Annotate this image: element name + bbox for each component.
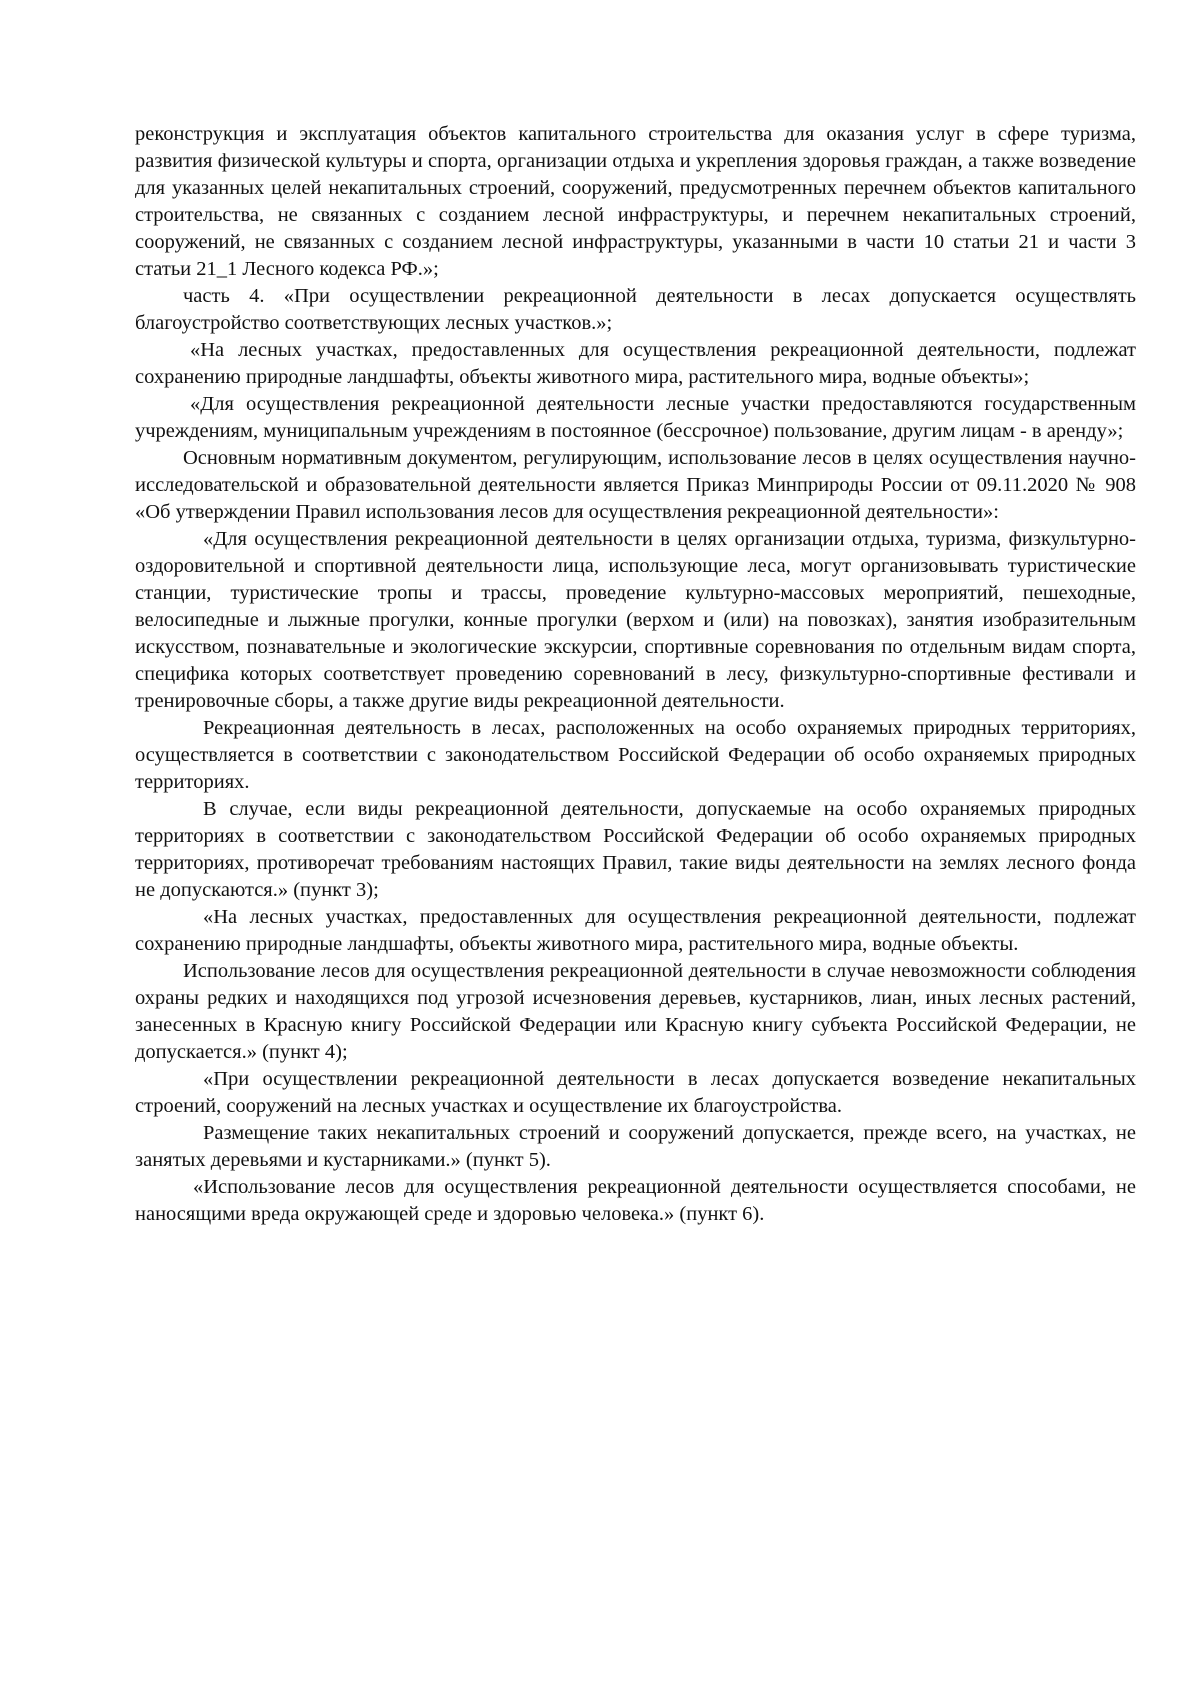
paragraph-2: часть 4. «При осуществлении рекреационной деятельности в лесах допускается осуществлять благоустройство соответствующих лесных участков.»; xyxy=(135,285,1136,334)
paragraph-9: «На лесных участках, предоставленных для осуществления рекреационной деятельности, подлежат сохранению природные ландшафты, объекты животного мира, растительного мира, водные объекты. xyxy=(135,906,1136,955)
document-page xyxy=(135,121,1136,1228)
paragraph-13: «Использование лесов для осуществления рекреационной деятельности осуществляется способами, не наносящими вреда окружающей среде и здоровью человека.» (пункт 6). xyxy=(135,1176,1136,1225)
paragraph-8: В случае, если виды рекреационной деятельности, допускаемые на особо охраняемых природных территориях в соответствии с законодательством Российской Федерации об особо охраняемых природных территориях, противоречат требованиям настоящих Правил, такие виды деятельности на землях лесного фонда не допускаются.» (пункт 3); xyxy=(135,798,1136,901)
paragraph-6: «Для осуществления рекреационной деятельности в целях организации отдыха, туризма, физкультурно-оздоровительной и спортивной деятельности лица, использующие леса, могут организовывать туристические станции, туристические тропы и трассы, проведение культурно-массовых мероприятий, пешеходные, велосипедные и лыжные прогулки, конные прогулки (верхом и (или) на повозках), занятия изобразительным искусством, познавательные и экологические экскурсии, спортивные соревнования по отдельным видам спорта, специфика которых соответствует проведению соревнований в лесу, физкультурно-спортивные фестивали и тренировочные сборы, а также другие виды рекреационной деятельности. xyxy=(135,528,1136,712)
paragraph-7: Рекреационная деятельность в лесах, расположенных на особо охраняемых природных территориях, осуществляется в соответствии с законодательством Российской Федерации об особо охраняемых природных территориях. xyxy=(135,717,1136,793)
paragraph-12: Размещение таких некапитальных строений и сооружений допускается, прежде всего, на участках, не занятых деревьями и кустарниками.» (пункт 5). xyxy=(135,1122,1136,1171)
paragraph-4: «Для осуществления рекреационной деятельности лесные участки предоставляются государственным учреждениям, муниципальным учреждениям в постоянное (бессрочное) пользование, другим лицам - в аренду»; xyxy=(135,393,1136,442)
paragraph-10: Использование лесов для осуществления рекреационной деятельности в случае невозможности соблюдения охраны редких и находящихся под угрозой исчезновения деревьев, кустарников, лиан, иных лесных растений, занесенных в Красную книгу Российской Федерации или Красную книгу субъекта Российской Федерации, не допускается.» (пункт 4); xyxy=(135,960,1136,1063)
paragraph-1: реконструкция и эксплуатация объектов капитального строительства для оказания услуг в сфере туризма, развития физической культуры и спорта, организации отдыха и укрепления здоровья граждан, а также возведение для указанных целей некапитальных строений, сооружений, предусмотренных перечнем объектов капитального строительства, не связанных с созданием лесной инфраструктуры, и перечнем некапитальных строений, сооружений, не связанных с созданием лесной инфраструктуры, указанными в части 10 статьи 21 и части 3 статьи 21_1 Лесного кодекса РФ.»; xyxy=(135,123,1136,280)
paragraph-3: «На лесных участках, предоставленных для осуществления рекреационной деятельности, подлежат сохранению природные ландшафты, объекты животного мира, растительного мира, водные объекты»; xyxy=(135,339,1136,388)
paragraph-5: Основным нормативным документом, регулирующим, использование лесов в целях осуществления научно-исследовательской и образовательной деятельности является Приказ Минприроды России от 09.11.2020 № 908 «Об утверждении Правил использования лесов для осуществления рекреационной деятельности»: xyxy=(135,447,1136,523)
paragraph-11: «При осуществлении рекреационной деятельности в лесах допускается возведение некапитальных строений, сооружений на лесных участках и осуществление их благоустройства. xyxy=(135,1068,1136,1117)
